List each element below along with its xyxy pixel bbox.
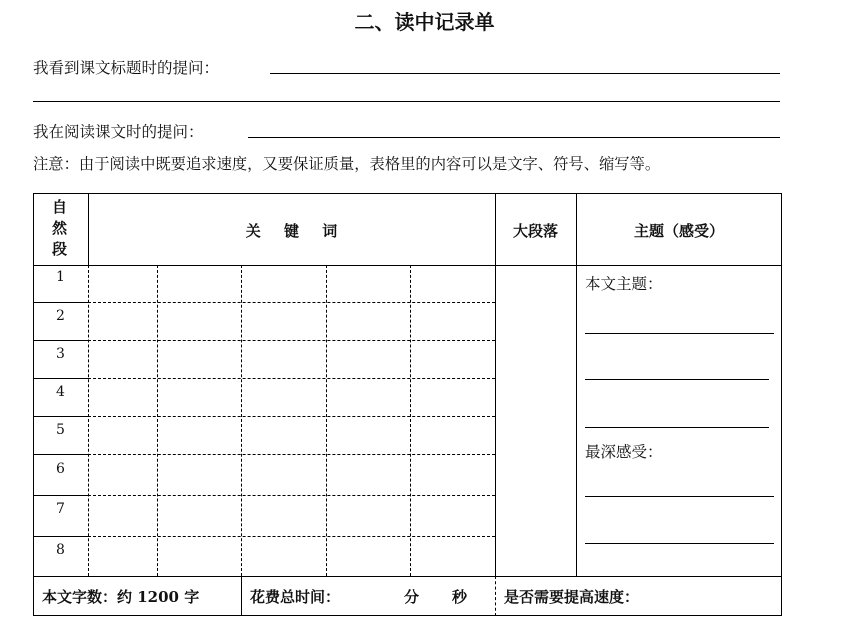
keyword-cells-area[interactable] (89, 266, 494, 575)
theme-answer-line-1[interactable] (585, 333, 774, 334)
row-number-1: 1 (56, 269, 65, 285)
row-number-8: 8 (56, 542, 65, 558)
title-question-label: 我看到课文标题时的提问： (33, 59, 220, 77)
page-title: 二、读中记录单 (354, 10, 495, 34)
feeling-label: 最深感受： (585, 443, 663, 461)
footer-seconds: 秒 (452, 588, 468, 606)
header-keywords: 关 键 词 (245, 222, 338, 240)
footer-time-label: 花费总时间： (250, 588, 341, 606)
header-section: 大段落 (512, 222, 558, 240)
theme-answer-line-2[interactable] (585, 379, 769, 380)
reading-question-label: 我在阅读课文时的提问： (33, 123, 204, 141)
footer-speed-question: 是否需要提高速度： (504, 588, 640, 606)
header-paragraph-number: 自 然 段 (52, 198, 68, 258)
row-number-5: 5 (56, 422, 65, 438)
footer-minutes: 分 (404, 588, 420, 606)
row-number-3: 3 (56, 346, 65, 362)
section-cell[interactable] (496, 266, 575, 575)
header-theme: 主题（感受） (633, 222, 724, 240)
theme-label: 本文主题： (585, 275, 663, 293)
row-number-6: 6 (56, 461, 65, 477)
footer-word-count: 本文字数：约 1200 字 (42, 588, 200, 606)
row-number-2: 2 (56, 308, 65, 324)
note-text: 注意：由于阅读中既要追求速度，又要保证质量，表格里的内容可以是文字、符号、缩写等。 (33, 155, 661, 173)
feeling-answer-line-2[interactable] (585, 543, 774, 544)
row-number-4: 4 (56, 384, 65, 400)
row-number-7: 7 (56, 501, 65, 517)
theme-answer-line-3[interactable] (585, 427, 769, 428)
feeling-answer-line-1[interactable] (585, 496, 774, 497)
